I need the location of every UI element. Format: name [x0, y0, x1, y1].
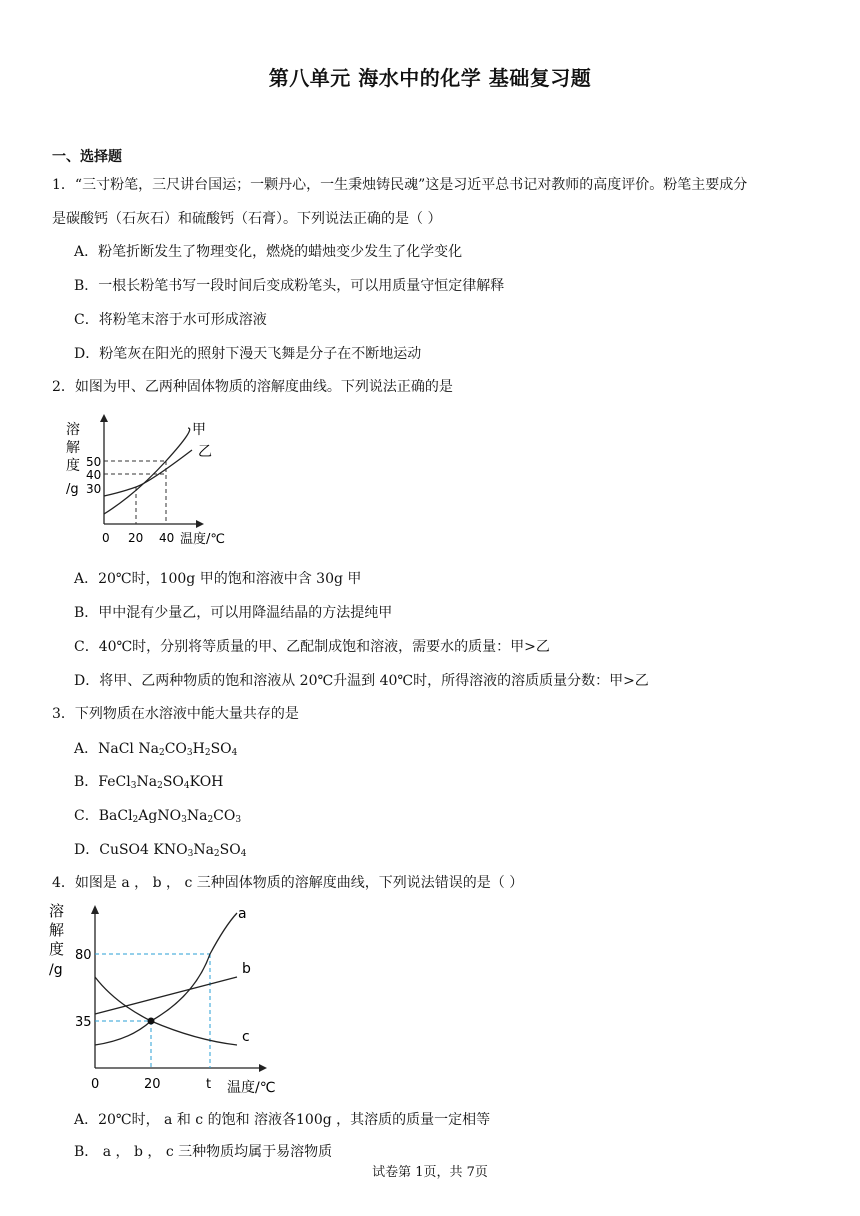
- q2-y-arrow: [100, 414, 108, 422]
- q4-intersection-point: [148, 1018, 155, 1025]
- q3-option-a: A．NaCl $Na_2CO_3H_2SO_4$: [74, 741, 238, 758]
- q4-ytick-35: 35: [75, 1015, 92, 1030]
- q1-option-d: D．粉笔灰在阳光的照射下漫天飞舞是分子在不断地运动: [74, 346, 422, 362]
- q1-option-c: C．将粉笔末溶于水可形成溶液: [74, 312, 267, 328]
- q1-stem-line1: 1．“三寸粉笔，三尺讲台国运；一颗丹心，一生秉烛铸民魂”这是习近平总书记对教师的高度评价。粉笔主要成分: [52, 177, 748, 193]
- q2-curve-yi: [104, 450, 192, 496]
- q4-option-a: A．20℃时， a 和 c 的饱和 溶液各100g ，其溶质的质量一定相等: [74, 1112, 491, 1128]
- q2-option-a: A．20℃时，100g 甲的饱和溶液中含 30g 甲: [74, 571, 362, 587]
- q2-ylabel-3: 度: [66, 458, 80, 474]
- q2-solubility-chart: [60, 412, 240, 552]
- q4-ylabel-2: 解: [49, 921, 65, 939]
- page-footer: 试卷第 1页，共 7页: [372, 1165, 488, 1180]
- q2-stem: 2．如图为甲、乙两种固体物质的溶解度曲线。下列说法正确的是: [52, 379, 453, 395]
- q4-xlabel: 温度/℃: [227, 1080, 276, 1096]
- q2-xtick-40: 40: [159, 531, 175, 545]
- q2-ytick-30: 30: [86, 482, 102, 496]
- q4-option-b: B． a ， b ， c 三种物质均属于易溶物质: [74, 1144, 333, 1160]
- q4-xtick-0: 0: [91, 1077, 100, 1092]
- q4-label-a: a: [238, 906, 247, 922]
- q2-ytick-50: 50: [86, 455, 102, 469]
- q4-ytick-80: 80: [75, 948, 92, 963]
- q3-option-b: B．$FeCl_3Na_2SO_4KOH$: [74, 774, 224, 791]
- q3-option-c: C．$BaCl_2AgNO_3Na_2CO_3$: [74, 808, 242, 825]
- q4-curve-b: [95, 977, 237, 1014]
- q4-stem: 4．如图是 a ， b ， c 三种固体物质的溶解度曲线，下列说法错误的是（ ）: [52, 875, 524, 891]
- q4-label-b: b: [242, 961, 251, 977]
- q2-option-c: C．40℃时，分别将等质量的甲、乙配制成饱和溶液，需要水的质量：甲>乙: [74, 639, 550, 655]
- q2-x-arrow: [196, 520, 204, 528]
- q2-label-jia: 甲: [192, 422, 206, 438]
- q4-x-arrow: [259, 1064, 267, 1072]
- q4-y-arrow: [91, 905, 99, 914]
- q2-xtick-0: 0: [102, 531, 110, 545]
- section-heading: 一、选择题: [52, 149, 122, 165]
- q4-ylabel-4: /g: [49, 962, 63, 978]
- q2-xlabel: 温度/℃: [180, 532, 225, 547]
- q1-option-a: A．粉笔折断发生了物理变化，燃烧的蜡烛变少发生了化学变化: [74, 244, 463, 260]
- q3-option-d: D．CuSO4 $KNO_3Na_2SO_4$: [74, 842, 247, 859]
- q2-curve-jia: [104, 428, 190, 514]
- page-title: 第八单元 海水中的化学 基础复习题: [268, 66, 592, 90]
- q4-ylabel-1: 溶: [49, 902, 65, 920]
- q4-label-c: c: [242, 1029, 250, 1045]
- q1-option-b: B．一根长粉笔书写一段时间后变成粉笔头，可以用质量守恒定律解释: [74, 278, 505, 294]
- q4-solubility-chart: [45, 898, 305, 1098]
- q2-ytick-40: 40: [86, 468, 102, 482]
- q4-xtick-t: t: [206, 1077, 212, 1092]
- q2-option-b: B．甲中混有少量乙，可以用降温结晶的方法提纯甲: [74, 605, 393, 621]
- q2-option-d: D．将甲、乙两种物质的饱和溶液从 20℃升温到 40℃时，所得溶液的溶质质量分数：甲>乙: [74, 673, 649, 689]
- q2-ylabel-2: 解: [66, 440, 80, 456]
- q2-xtick-20: 20: [128, 531, 144, 545]
- q2-ylabel-1: 溶: [66, 422, 80, 438]
- q1-stem-line2: 是碳酸钙（石灰石）和硫酸钙（石膏）。下列说法正确的是（ ）: [52, 211, 442, 227]
- q4-curve-a: [95, 913, 237, 1045]
- q2-ylabel-4: /g: [66, 482, 79, 497]
- q3-stem: 3．下列物质在水溶液中能大量共存的是: [52, 706, 299, 722]
- q4-ylabel-3: 度: [49, 940, 65, 958]
- q2-label-yi: 乙: [198, 444, 212, 460]
- q4-xtick-20: 20: [144, 1077, 161, 1092]
